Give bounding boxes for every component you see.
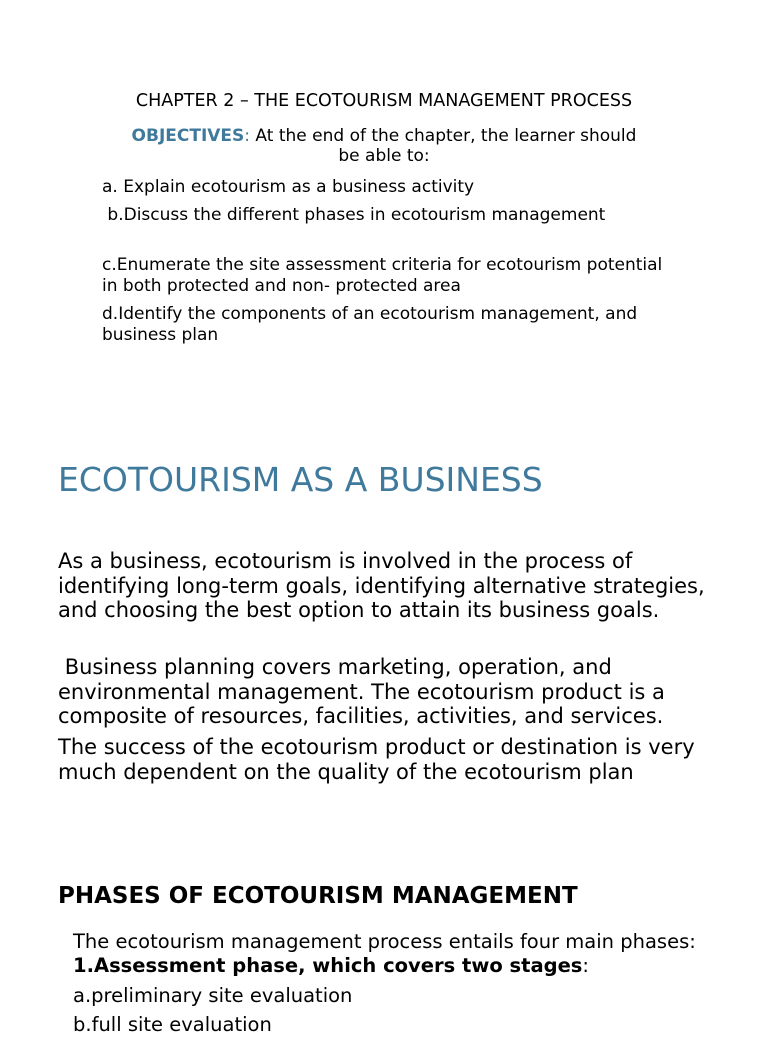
objective-item-d: d.Identify the components of an ecotourism management, and business plan [102,304,638,345]
objective-item-b: b.Discuss the different phases in ecotourism management [102,205,606,225]
objectives-label: OBJECTIVES [131,126,245,146]
phase-stage-b: b.full site evaluation [73,1013,272,1036]
phases-intro-number: 1. [73,954,94,977]
phase-stage-a: a.preliminary site evaluation [73,984,353,1007]
chapter-title: CHAPTER 2 – THE ECOTOURISM MANAGEMENT PROCESS [135,91,633,111]
body-paragraph-1: As a business, ecotourism is involved in the process of identifying long-term goals, identifying alternative strategies, and choosing the best option to attain its business goals. [58,549,705,622]
phases-intro [73,930,743,978]
phases-heading: PHASES OF ECOTOURISM MANAGEMENT [58,883,578,909]
section-heading: ECOTOURISM AS A BUSINESS [58,460,543,499]
phases-intro-suffix: : [582,954,589,977]
objectives-intro [130,126,638,166]
phases-intro-bold: Assessment phase, which covers two stages [93,954,583,977]
objective-item-c: c.Enumerate the site assessment criteria for ecotourism potential in both protected and non- protected area [102,255,663,296]
objectives-colon: : [244,126,251,146]
phases-intro-text: The ecotourism management process entails four main phases: [73,930,696,953]
body-paragraph-2: Business planning covers marketing, operation, and environmental management. The ecotourism product is a composite of resources, facilities, activities, and services. [58,655,672,728]
body-paragraph-3: The success of the ecotourism product or destination is very much dependent on the quality of the ecotourism plan [58,735,695,784]
objectives-intro-text: At the end of the chapter, the learner should be able to: [250,126,637,166]
objective-item-a: a. Explain ecotourism as a business activity [102,177,475,197]
